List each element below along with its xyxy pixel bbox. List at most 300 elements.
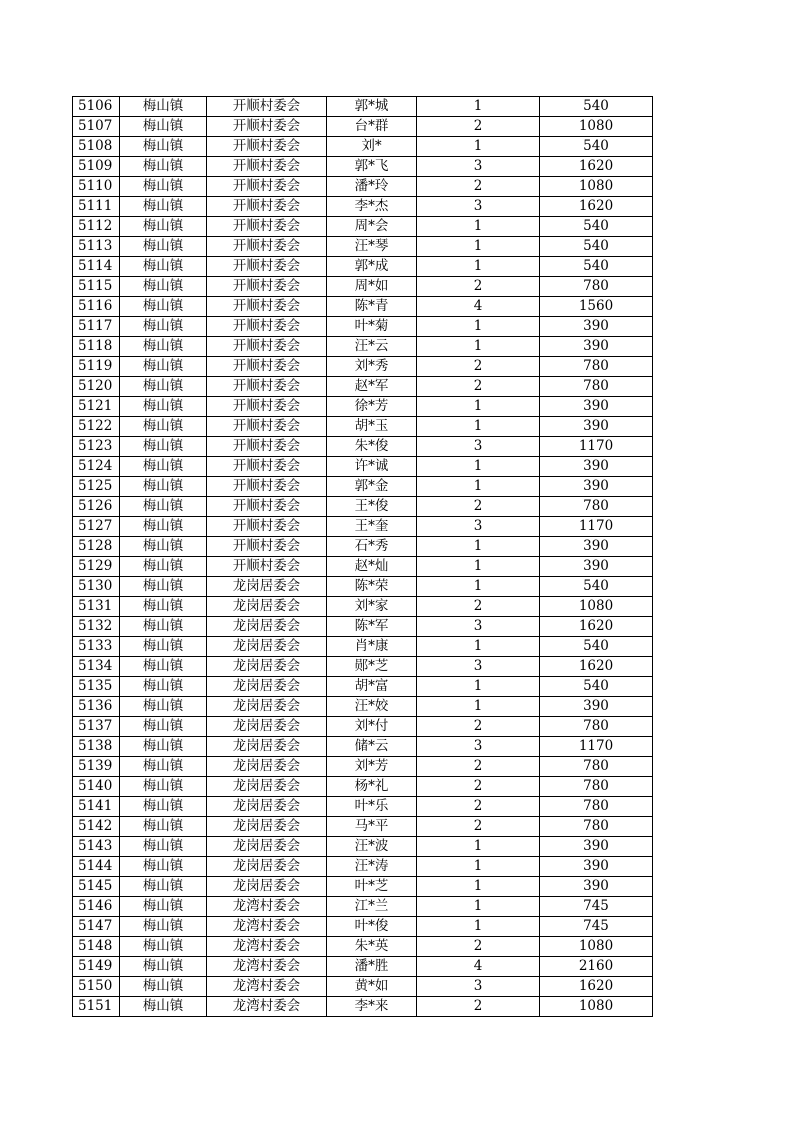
name-cell: 叶*菊 xyxy=(327,317,417,337)
name-cell: 肖*康 xyxy=(327,637,417,657)
town-cell: 梅山镇 xyxy=(120,197,207,217)
town-cell: 梅山镇 xyxy=(120,337,207,357)
table-row xyxy=(73,597,653,617)
table-row xyxy=(73,497,653,517)
name-cell: 赵*军 xyxy=(327,377,417,397)
amount-cell: 390 xyxy=(540,557,653,577)
table-row xyxy=(73,897,653,917)
town-cell: 梅山镇 xyxy=(120,397,207,417)
row-id-cell: 5133 xyxy=(73,637,120,657)
town-cell: 梅山镇 xyxy=(120,677,207,697)
row-id-cell: 5118 xyxy=(73,337,120,357)
amount-cell: 780 xyxy=(540,357,653,377)
table-row xyxy=(73,997,653,1017)
town-cell: 梅山镇 xyxy=(120,417,207,437)
committee-cell: 开顺村委会 xyxy=(207,137,327,157)
table-row xyxy=(73,677,653,697)
count-cell: 1 xyxy=(417,577,540,597)
name-cell: 台*群 xyxy=(327,117,417,137)
town-cell: 梅山镇 xyxy=(120,297,207,317)
name-cell: 赵*灿 xyxy=(327,557,417,577)
name-cell: 朱*英 xyxy=(327,937,417,957)
count-cell: 2 xyxy=(417,597,540,617)
committee-cell: 开顺村委会 xyxy=(207,237,327,257)
count-cell: 3 xyxy=(417,437,540,457)
name-cell: 许*诚 xyxy=(327,457,417,477)
name-cell: 潘*玲 xyxy=(327,177,417,197)
town-cell: 梅山镇 xyxy=(120,737,207,757)
count-cell: 3 xyxy=(417,977,540,997)
amount-cell: 1080 xyxy=(540,997,653,1017)
table-row xyxy=(73,577,653,597)
name-cell: 郭*飞 xyxy=(327,157,417,177)
name-cell: 汪*波 xyxy=(327,837,417,857)
table-row xyxy=(73,297,653,317)
count-cell: 1 xyxy=(417,897,540,917)
count-cell: 1 xyxy=(417,637,540,657)
count-cell: 3 xyxy=(417,157,540,177)
table-row xyxy=(73,377,653,397)
row-id-cell: 5119 xyxy=(73,357,120,377)
name-cell: 汪*姣 xyxy=(327,697,417,717)
row-id-cell: 5148 xyxy=(73,937,120,957)
count-cell: 3 xyxy=(417,737,540,757)
count-cell: 2 xyxy=(417,117,540,137)
town-cell: 梅山镇 xyxy=(120,157,207,177)
row-id-cell: 5149 xyxy=(73,957,120,977)
committee-cell: 龙湾村委会 xyxy=(207,917,327,937)
table-row xyxy=(73,877,653,897)
committee-cell: 龙岗居委会 xyxy=(207,797,327,817)
row-id-cell: 5114 xyxy=(73,257,120,277)
town-cell: 梅山镇 xyxy=(120,457,207,477)
row-id-cell: 5106 xyxy=(73,97,120,117)
row-id-cell: 5127 xyxy=(73,517,120,537)
row-id-cell: 5142 xyxy=(73,817,120,837)
row-id-cell: 5109 xyxy=(73,157,120,177)
committee-cell: 龙岗居委会 xyxy=(207,717,327,737)
town-cell: 梅山镇 xyxy=(120,857,207,877)
table-row xyxy=(73,417,653,437)
name-cell: 马*平 xyxy=(327,817,417,837)
amount-cell: 540 xyxy=(540,137,653,157)
table-body xyxy=(73,97,653,1017)
amount-cell: 780 xyxy=(540,797,653,817)
town-cell: 梅山镇 xyxy=(120,837,207,857)
committee-cell: 龙岗居委会 xyxy=(207,677,327,697)
amount-cell: 540 xyxy=(540,257,653,277)
town-cell: 梅山镇 xyxy=(120,537,207,557)
row-id-cell: 5150 xyxy=(73,977,120,997)
name-cell: 陈*军 xyxy=(327,617,417,637)
committee-cell: 龙岗居委会 xyxy=(207,617,327,637)
committee-cell: 开顺村委会 xyxy=(207,557,327,577)
amount-cell: 390 xyxy=(540,317,653,337)
name-cell: 胡*富 xyxy=(327,677,417,697)
committee-cell: 开顺村委会 xyxy=(207,97,327,117)
amount-cell: 540 xyxy=(540,217,653,237)
town-cell: 梅山镇 xyxy=(120,377,207,397)
row-id-cell: 5115 xyxy=(73,277,120,297)
town-cell: 梅山镇 xyxy=(120,757,207,777)
table-row xyxy=(73,637,653,657)
amount-cell: 540 xyxy=(540,677,653,697)
name-cell: 李*来 xyxy=(327,997,417,1017)
amount-cell: 1080 xyxy=(540,937,653,957)
row-id-cell: 5146 xyxy=(73,897,120,917)
table-row xyxy=(73,217,653,237)
table-row xyxy=(73,237,653,257)
row-id-cell: 5121 xyxy=(73,397,120,417)
name-cell: 黄*如 xyxy=(327,977,417,997)
amount-cell: 2160 xyxy=(540,957,653,977)
committee-cell: 开顺村委会 xyxy=(207,377,327,397)
count-cell: 1 xyxy=(417,217,540,237)
name-cell: 郧*芝 xyxy=(327,657,417,677)
committee-cell: 开顺村委会 xyxy=(207,337,327,357)
committee-cell: 开顺村委会 xyxy=(207,437,327,457)
committee-cell: 开顺村委会 xyxy=(207,517,327,537)
town-cell: 梅山镇 xyxy=(120,957,207,977)
row-id-cell: 5135 xyxy=(73,677,120,697)
row-id-cell: 5112 xyxy=(73,217,120,237)
row-id-cell: 5107 xyxy=(73,117,120,137)
amount-cell: 390 xyxy=(540,337,653,357)
committee-cell: 龙岗居委会 xyxy=(207,837,327,857)
amount-cell: 745 xyxy=(540,897,653,917)
count-cell: 1 xyxy=(417,837,540,857)
name-cell: 储*云 xyxy=(327,737,417,757)
name-cell: 刘*家 xyxy=(327,597,417,617)
committee-cell: 开顺村委会 xyxy=(207,297,327,317)
town-cell: 梅山镇 xyxy=(120,97,207,117)
count-cell: 2 xyxy=(417,497,540,517)
row-id-cell: 5129 xyxy=(73,557,120,577)
committee-cell: 龙岗居委会 xyxy=(207,597,327,617)
town-cell: 梅山镇 xyxy=(120,657,207,677)
count-cell: 1 xyxy=(417,677,540,697)
name-cell: 郭*成 xyxy=(327,257,417,277)
row-id-cell: 5126 xyxy=(73,497,120,517)
count-cell: 3 xyxy=(417,517,540,537)
committee-cell: 龙岗居委会 xyxy=(207,757,327,777)
town-cell: 梅山镇 xyxy=(120,257,207,277)
town-cell: 梅山镇 xyxy=(120,137,207,157)
name-cell: 徐*芳 xyxy=(327,397,417,417)
table-row xyxy=(73,197,653,217)
name-cell: 周*会 xyxy=(327,217,417,237)
row-id-cell: 5111 xyxy=(73,197,120,217)
amount-cell: 1620 xyxy=(540,617,653,637)
table-row xyxy=(73,277,653,297)
committee-cell: 龙岗居委会 xyxy=(207,857,327,877)
row-id-cell: 5123 xyxy=(73,437,120,457)
table-row xyxy=(73,917,653,937)
committee-cell: 龙湾村委会 xyxy=(207,937,327,957)
town-cell: 梅山镇 xyxy=(120,777,207,797)
name-cell: 汪*涛 xyxy=(327,857,417,877)
amount-cell: 1080 xyxy=(540,597,653,617)
town-cell: 梅山镇 xyxy=(120,717,207,737)
amount-cell: 780 xyxy=(540,717,653,737)
committee-cell: 龙湾村委会 xyxy=(207,977,327,997)
table-row xyxy=(73,957,653,977)
amount-cell: 1620 xyxy=(540,157,653,177)
count-cell: 1 xyxy=(417,397,540,417)
name-cell: 杨*礼 xyxy=(327,777,417,797)
name-cell: 陈*青 xyxy=(327,297,417,317)
amount-cell: 1620 xyxy=(540,197,653,217)
name-cell: 叶*芝 xyxy=(327,877,417,897)
town-cell: 梅山镇 xyxy=(120,577,207,597)
committee-cell: 开顺村委会 xyxy=(207,477,327,497)
row-id-cell: 5125 xyxy=(73,477,120,497)
amount-cell: 390 xyxy=(540,537,653,557)
count-cell: 1 xyxy=(417,97,540,117)
amount-cell: 780 xyxy=(540,377,653,397)
committee-cell: 开顺村委会 xyxy=(207,217,327,237)
town-cell: 梅山镇 xyxy=(120,997,207,1017)
town-cell: 梅山镇 xyxy=(120,637,207,657)
town-cell: 梅山镇 xyxy=(120,817,207,837)
count-cell: 1 xyxy=(417,237,540,257)
amount-cell: 1080 xyxy=(540,117,653,137)
count-cell: 2 xyxy=(417,377,540,397)
name-cell: 朱*俊 xyxy=(327,437,417,457)
amount-cell: 780 xyxy=(540,817,653,837)
count-cell: 3 xyxy=(417,657,540,677)
name-cell: 刘*秀 xyxy=(327,357,417,377)
table-row xyxy=(73,857,653,877)
table-row xyxy=(73,617,653,637)
town-cell: 梅山镇 xyxy=(120,937,207,957)
count-cell: 1 xyxy=(417,457,540,477)
row-id-cell: 5138 xyxy=(73,737,120,757)
town-cell: 梅山镇 xyxy=(120,177,207,197)
table-row xyxy=(73,337,653,357)
name-cell: 叶*乐 xyxy=(327,797,417,817)
table-row xyxy=(73,557,653,577)
amount-cell: 390 xyxy=(540,417,653,437)
town-cell: 梅山镇 xyxy=(120,217,207,237)
committee-cell: 龙岗居委会 xyxy=(207,657,327,677)
name-cell: 汪*琴 xyxy=(327,237,417,257)
row-id-cell: 5130 xyxy=(73,577,120,597)
name-cell: 刘*芳 xyxy=(327,757,417,777)
name-cell: 陈*荣 xyxy=(327,577,417,597)
committee-cell: 龙湾村委会 xyxy=(207,997,327,1017)
table-row xyxy=(73,977,653,997)
committee-cell: 龙岗居委会 xyxy=(207,777,327,797)
count-cell: 1 xyxy=(417,877,540,897)
town-cell: 梅山镇 xyxy=(120,977,207,997)
amount-cell: 390 xyxy=(540,477,653,497)
amount-cell: 780 xyxy=(540,757,653,777)
table-row xyxy=(73,777,653,797)
name-cell: 王*俊 xyxy=(327,497,417,517)
name-cell: 刘*付 xyxy=(327,717,417,737)
committee-cell: 龙湾村委会 xyxy=(207,957,327,977)
town-cell: 梅山镇 xyxy=(120,897,207,917)
town-cell: 梅山镇 xyxy=(120,917,207,937)
row-id-cell: 5141 xyxy=(73,797,120,817)
count-cell: 1 xyxy=(417,257,540,277)
count-cell: 1 xyxy=(417,337,540,357)
table-row xyxy=(73,537,653,557)
amount-cell: 745 xyxy=(540,917,653,937)
committee-cell: 开顺村委会 xyxy=(207,537,327,557)
committee-cell: 龙岗居委会 xyxy=(207,737,327,757)
committee-cell: 开顺村委会 xyxy=(207,497,327,517)
amount-cell: 390 xyxy=(540,697,653,717)
amount-cell: 1080 xyxy=(540,177,653,197)
committee-cell: 开顺村委会 xyxy=(207,157,327,177)
committee-cell: 开顺村委会 xyxy=(207,197,327,217)
amount-cell: 780 xyxy=(540,497,653,517)
amount-cell: 780 xyxy=(540,277,653,297)
count-cell: 1 xyxy=(417,417,540,437)
table-row xyxy=(73,717,653,737)
town-cell: 梅山镇 xyxy=(120,477,207,497)
row-id-cell: 5137 xyxy=(73,717,120,737)
town-cell: 梅山镇 xyxy=(120,317,207,337)
name-cell: 胡*玉 xyxy=(327,417,417,437)
amount-cell: 390 xyxy=(540,457,653,477)
table-row xyxy=(73,177,653,197)
name-cell: 刘* xyxy=(327,137,417,157)
committee-cell: 开顺村委会 xyxy=(207,277,327,297)
count-cell: 1 xyxy=(417,857,540,877)
count-cell: 2 xyxy=(417,357,540,377)
count-cell: 2 xyxy=(417,817,540,837)
table-row xyxy=(73,437,653,457)
name-cell: 潘*胜 xyxy=(327,957,417,977)
row-id-cell: 5143 xyxy=(73,837,120,857)
committee-cell: 开顺村委会 xyxy=(207,457,327,477)
count-cell: 2 xyxy=(417,997,540,1017)
row-id-cell: 5124 xyxy=(73,457,120,477)
committee-cell: 龙岗居委会 xyxy=(207,817,327,837)
amount-cell: 1620 xyxy=(540,977,653,997)
name-cell: 汪*云 xyxy=(327,337,417,357)
amount-cell: 540 xyxy=(540,577,653,597)
committee-cell: 龙岗居委会 xyxy=(207,637,327,657)
row-id-cell: 5140 xyxy=(73,777,120,797)
row-id-cell: 5145 xyxy=(73,877,120,897)
town-cell: 梅山镇 xyxy=(120,617,207,637)
count-cell: 4 xyxy=(417,297,540,317)
town-cell: 梅山镇 xyxy=(120,497,207,517)
committee-cell: 龙岗居委会 xyxy=(207,697,327,717)
table-row xyxy=(73,117,653,137)
row-id-cell: 5116 xyxy=(73,297,120,317)
name-cell: 周*如 xyxy=(327,277,417,297)
amount-cell: 1170 xyxy=(540,517,653,537)
count-cell: 1 xyxy=(417,557,540,577)
committee-cell: 开顺村委会 xyxy=(207,397,327,417)
count-cell: 2 xyxy=(417,797,540,817)
amount-cell: 1560 xyxy=(540,297,653,317)
amount-cell: 390 xyxy=(540,397,653,417)
table-row xyxy=(73,757,653,777)
committee-cell: 开顺村委会 xyxy=(207,257,327,277)
row-id-cell: 5113 xyxy=(73,237,120,257)
town-cell: 梅山镇 xyxy=(120,517,207,537)
table-row xyxy=(73,657,653,677)
count-cell: 1 xyxy=(417,317,540,337)
count-cell: 1 xyxy=(417,917,540,937)
table-row xyxy=(73,477,653,497)
town-cell: 梅山镇 xyxy=(120,877,207,897)
table-row xyxy=(73,137,653,157)
amount-cell: 390 xyxy=(540,837,653,857)
committee-cell: 龙岗居委会 xyxy=(207,577,327,597)
name-cell: 郭*金 xyxy=(327,477,417,497)
name-cell: 叶*俊 xyxy=(327,917,417,937)
count-cell: 2 xyxy=(417,277,540,297)
count-cell: 1 xyxy=(417,537,540,557)
name-cell: 郭*城 xyxy=(327,97,417,117)
table-row xyxy=(73,357,653,377)
row-id-cell: 5131 xyxy=(73,597,120,617)
name-cell: 江*兰 xyxy=(327,897,417,917)
amount-cell: 540 xyxy=(540,637,653,657)
table-row xyxy=(73,257,653,277)
count-cell: 2 xyxy=(417,717,540,737)
row-id-cell: 5134 xyxy=(73,657,120,677)
name-cell: 石*秀 xyxy=(327,537,417,557)
town-cell: 梅山镇 xyxy=(120,277,207,297)
table-row xyxy=(73,697,653,717)
amount-cell: 540 xyxy=(540,97,653,117)
committee-cell: 开顺村委会 xyxy=(207,357,327,377)
row-id-cell: 5128 xyxy=(73,537,120,557)
committee-cell: 开顺村委会 xyxy=(207,177,327,197)
row-id-cell: 5120 xyxy=(73,377,120,397)
amount-cell: 1620 xyxy=(540,657,653,677)
table-row xyxy=(73,517,653,537)
count-cell: 3 xyxy=(417,617,540,637)
row-id-cell: 5132 xyxy=(73,617,120,637)
town-cell: 梅山镇 xyxy=(120,697,207,717)
name-cell: 李*杰 xyxy=(327,197,417,217)
row-id-cell: 5117 xyxy=(73,317,120,337)
count-cell: 4 xyxy=(417,957,540,977)
amount-cell: 390 xyxy=(540,857,653,877)
table-row xyxy=(73,97,653,117)
amount-cell: 390 xyxy=(540,877,653,897)
row-id-cell: 5108 xyxy=(73,137,120,157)
table-row xyxy=(73,797,653,817)
row-id-cell: 5147 xyxy=(73,917,120,937)
row-id-cell: 5136 xyxy=(73,697,120,717)
amount-cell: 780 xyxy=(540,777,653,797)
table-row xyxy=(73,937,653,957)
count-cell: 2 xyxy=(417,937,540,957)
town-cell: 梅山镇 xyxy=(120,597,207,617)
row-id-cell: 5122 xyxy=(73,417,120,437)
town-cell: 梅山镇 xyxy=(120,237,207,257)
count-cell: 2 xyxy=(417,757,540,777)
table-row xyxy=(73,817,653,837)
row-id-cell: 5110 xyxy=(73,177,120,197)
table-row xyxy=(73,157,653,177)
committee-cell: 龙湾村委会 xyxy=(207,897,327,917)
table-row xyxy=(73,737,653,757)
amount-cell: 540 xyxy=(540,237,653,257)
table-row xyxy=(73,317,653,337)
committee-cell: 龙岗居委会 xyxy=(207,877,327,897)
